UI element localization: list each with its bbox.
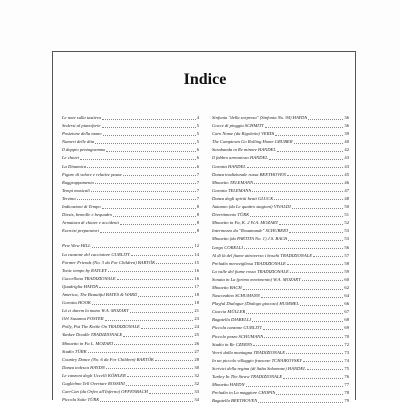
page-number: 40 — [344, 139, 349, 145]
dot-leader — [292, 208, 344, 209]
page-number: 75 — [344, 365, 349, 371]
entry-title: Scrivici della regina (di Saba Salomone) HANDEL — [212, 365, 306, 371]
entry-title: Piccolo pezzo SCHUMANN — [212, 333, 264, 339]
dot-leader — [156, 263, 193, 264]
entry-title: Preludio meravigliosa TRADIZIONALE — [212, 260, 286, 266]
index-entry — [62, 171, 199, 179]
index-entry — [62, 348, 199, 356]
index-entry — [212, 252, 349, 260]
entry-title: Tonic tempo by RATLEY — [62, 267, 107, 273]
page-number: 79 — [344, 398, 349, 404]
page-number: 50 — [344, 204, 349, 210]
index-entry — [212, 284, 349, 292]
entry-title: Ciaccia MÜLLER — [212, 309, 246, 315]
index-entry — [212, 154, 349, 162]
dot-leader — [106, 151, 195, 152]
index-entry — [62, 259, 199, 267]
page-number: 4 — [196, 115, 199, 120]
page-number: 43 — [344, 155, 349, 161]
dot-leader — [149, 393, 193, 394]
entry-title: Cuccellona TRADIZIONALE — [62, 275, 116, 281]
index-entry — [62, 138, 199, 146]
page-number: 27 — [194, 348, 199, 354]
entry-title: Pew Wew HILL — [62, 243, 91, 249]
dot-leader — [279, 224, 343, 225]
index-entry — [62, 340, 199, 348]
page-number: 62 — [344, 284, 349, 290]
dot-leader — [123, 175, 196, 176]
dot-leader — [95, 143, 196, 144]
dot-leader — [247, 167, 344, 168]
dot-leader — [123, 336, 193, 337]
index-entry — [212, 300, 349, 308]
page-number: 60 — [344, 276, 349, 282]
index-entry — [212, 122, 349, 130]
page-number: 70 — [344, 333, 349, 339]
dot-leader — [258, 402, 343, 403]
index-entry — [62, 356, 199, 364]
dot-leader — [106, 368, 194, 369]
index-entry — [62, 203, 199, 211]
index-entry — [212, 341, 349, 349]
entry-title: Country Dance (No. 6 da For Children) BARTÓK — [62, 356, 154, 362]
page-number: 18 — [194, 291, 199, 297]
index-entry — [62, 114, 199, 122]
index-entry — [62, 195, 199, 203]
index-entry — [62, 396, 199, 404]
page-number: 78 — [344, 390, 349, 396]
index-entry — [62, 372, 199, 380]
page-number: 7 — [196, 195, 199, 201]
dot-leader — [276, 394, 343, 395]
entry-title: Armatura di chiave e accidenti — [62, 220, 119, 226]
index-entry — [62, 187, 199, 195]
page-number: 52 — [344, 220, 349, 226]
entry-title: Autunno (da Le quattro stagioni) VIVALDI — [212, 204, 291, 210]
dot-leader — [155, 360, 193, 361]
index-entry — [212, 146, 349, 154]
page-number: 7 — [196, 171, 199, 177]
entry-title: Oh! Susanna FOSTER — [62, 316, 104, 322]
entry-title: Bagatella DIABELLI — [212, 317, 251, 323]
page-number: 48 — [344, 195, 349, 201]
section-gap — [62, 235, 199, 242]
index-entry — [212, 389, 349, 397]
index-entry — [62, 179, 199, 187]
dot-leader — [105, 320, 194, 321]
page-number: 43 — [344, 163, 349, 169]
index-entry — [62, 146, 199, 154]
index-entry — [62, 299, 199, 307]
entry-title: Esercizi preparatori — [62, 228, 100, 234]
index-frame — [52, 51, 356, 404]
entry-title: Tempi musicali — [62, 187, 90, 193]
index-entry — [212, 138, 349, 146]
entry-title: Sinfonia "della sorpresa" (Sinfonia No. 94) HAYDN — [212, 115, 308, 120]
index-entry — [62, 331, 199, 339]
index-entry — [212, 195, 349, 203]
index-entry — [62, 251, 199, 259]
page-number: 66 — [344, 301, 349, 307]
index-entry — [62, 122, 199, 130]
entry-title: Le chiavi — [62, 155, 79, 161]
index-entry — [212, 114, 349, 122]
entry-title: Divertimento TÜRK — [212, 212, 250, 218]
index-entry — [212, 244, 349, 252]
entry-title: Figure di valore e relative pause — [62, 171, 122, 177]
page-number: 39 — [344, 131, 349, 137]
index-entry — [212, 333, 349, 341]
dot-leader — [307, 369, 344, 370]
entry-title: America, The Beautiful BATES & WARD — [62, 291, 138, 297]
entry-title: Polly, Put The Kettle On TRADIZIONALE — [62, 324, 140, 330]
index-entry — [62, 307, 199, 315]
page-number: 16 — [194, 275, 199, 281]
dot-leader — [246, 313, 343, 314]
entry-title: Guglielmo Tell Overture ROSSINI — [62, 381, 125, 386]
page-number: 32 — [194, 381, 199, 386]
dot-leader — [277, 151, 344, 152]
page-number: 42 — [344, 147, 349, 153]
index-entry — [62, 380, 199, 388]
index-entry — [212, 203, 349, 211]
index-entry — [212, 268, 349, 276]
dot-leader — [287, 264, 344, 265]
dot-leader — [283, 378, 343, 379]
entry-title: Minuetto in Fa, K. 2 W.A. MOZART — [212, 220, 279, 226]
dot-leader — [126, 385, 194, 386]
dot-leader — [95, 183, 196, 184]
entry-title: Sedersi al pianoforte — [62, 123, 101, 129]
page-number: 21 — [194, 308, 199, 314]
index-entry — [212, 381, 349, 389]
page-number: 58 — [344, 260, 349, 266]
entry-title: Gavotta HANDEL — [212, 163, 246, 169]
index-entry — [212, 163, 349, 171]
entry-title: Numeri delle dita — [62, 139, 95, 145]
dot-leader — [102, 208, 196, 209]
index-entry — [212, 219, 349, 227]
dot-leader — [303, 361, 343, 362]
dot-leader — [100, 401, 193, 402]
entry-title: Minuetto HAYDN — [212, 382, 245, 388]
entry-title: Playful Dialogue (Dialogo giocoso) HUMMEL — [212, 301, 300, 307]
dot-leader — [288, 240, 343, 241]
index-entry — [212, 260, 349, 268]
entry-title: La valle del fiume rosso TRADIZIONALE — [212, 268, 289, 274]
dot-leader — [80, 159, 196, 160]
dot-leader — [261, 297, 344, 298]
index-entry — [212, 373, 349, 381]
page-number: 47 — [344, 187, 349, 193]
index-entry — [62, 291, 199, 299]
dot-leader — [131, 255, 193, 256]
entry-title: Le note sulla tastiera — [62, 115, 101, 120]
entry-title: Piccola Suite TÜRK — [62, 397, 100, 403]
dot-leader — [113, 216, 196, 217]
index-entry — [62, 315, 199, 323]
dot-leader — [103, 135, 196, 136]
page-number: 25 — [194, 332, 199, 338]
page-number: 45 — [344, 171, 349, 177]
index-entry — [62, 219, 199, 227]
index-entry — [212, 349, 349, 357]
page-number: 30 — [194, 364, 199, 370]
page-number: 23 — [194, 316, 199, 322]
dot-leader — [300, 305, 343, 306]
right-column — [212, 114, 349, 405]
page-number: 72 — [344, 341, 349, 347]
page-number: 33 — [194, 389, 199, 395]
entry-title: Al di là del fiume attraverso i boschi TRADIZIONALE — [212, 252, 313, 258]
page-number: 5 — [196, 139, 199, 145]
dot-leader — [290, 272, 344, 273]
dot-leader — [127, 376, 194, 377]
index-entry — [212, 276, 349, 284]
page-number: 8 — [196, 220, 199, 226]
index-entry — [212, 357, 349, 365]
dot-leader — [92, 304, 193, 305]
dot-leader — [120, 224, 196, 225]
entry-title: Sarabanda in Re minore HANDEL — [212, 147, 276, 153]
index-entry — [62, 154, 199, 162]
page-number: 51 — [344, 212, 349, 218]
entry-title: Caro Nome (da Rigoletto) VERDI — [212, 131, 275, 137]
page-number: 46 — [344, 179, 349, 185]
entry-title: Studio TÜRK — [62, 348, 87, 354]
page-number: 77 — [344, 382, 349, 388]
index-entry — [212, 187, 349, 195]
index-entry — [62, 130, 199, 138]
page-number: 32 — [194, 372, 199, 378]
entry-title: Preludio in La maggiore CHOPIN — [212, 390, 276, 396]
index-entry — [212, 308, 349, 316]
page-number: 34 — [194, 397, 199, 403]
dot-leader — [108, 271, 193, 272]
page-number: 15 — [194, 259, 199, 265]
page-number: 76 — [344, 374, 349, 379]
page-number: 36 — [344, 123, 349, 129]
index-entry — [212, 292, 349, 300]
entry-title: Raggruppamento — [62, 179, 94, 185]
dot-leader — [246, 386, 344, 387]
page-number: 68 — [344, 317, 349, 323]
dot-leader — [117, 279, 194, 280]
entry-title: Gavotta TELEMANN — [212, 187, 252, 193]
entry-title: Quadriglia HAYDN — [62, 283, 99, 289]
dot-leader — [294, 143, 344, 144]
dot-leader — [141, 328, 194, 329]
entry-title: The Camptown Go Rolling Home GRUBER — [212, 139, 293, 145]
page-number: 56 — [344, 244, 349, 250]
dot-leader — [253, 345, 343, 346]
index-entry — [62, 323, 199, 331]
entry-title: Indicazioni di Tempo — [62, 204, 101, 210]
dot-leader — [265, 127, 343, 128]
dot-leader — [102, 119, 196, 120]
index-entry — [212, 211, 349, 219]
dot-leader — [77, 199, 196, 200]
entry-title: In un piccolo villaggio francese TCHAIKOVSKY — [212, 357, 302, 363]
index-entry — [62, 211, 199, 219]
page-number: 53 — [344, 228, 349, 234]
index-entry — [62, 388, 199, 396]
dot-leader — [92, 247, 194, 248]
page-number: 7 — [196, 179, 199, 185]
entry-title: Former Friends (No. 3 da For Children) BARTÓK — [62, 259, 156, 265]
index-entry — [62, 267, 199, 275]
index-entry — [212, 171, 349, 179]
index-entry — [62, 275, 199, 283]
entry-title: Minuetto TELEMANN — [212, 179, 254, 185]
entry-title: Danza degli spiriti beati GLUCK — [212, 195, 274, 201]
dot-leader — [130, 312, 194, 313]
dot-leader — [91, 191, 196, 192]
page-number: 28 — [194, 356, 199, 362]
dot-leader — [274, 199, 343, 200]
page-number: 36 — [344, 115, 349, 120]
page-number: 59 — [344, 268, 349, 274]
page-number: 16 — [194, 267, 199, 273]
entry-title: Largo CORELLI — [212, 244, 243, 250]
entry-title: Verrò dalla montagna TRADIZIONALE — [212, 349, 286, 355]
dot-leader — [264, 337, 343, 338]
entry-title: Diesis, bemolle e bequadro — [62, 212, 113, 218]
dot-leader — [302, 280, 344, 281]
dot-leader — [263, 329, 343, 330]
page-number: 12 — [194, 243, 199, 249]
entry-title: Intermezzo da "Rosamunde" SCHUBERT — [212, 228, 289, 234]
dot-leader — [138, 296, 193, 297]
entry-title: Posizione della mano — [62, 131, 102, 137]
index-entry — [62, 227, 199, 235]
page-number: 6 — [196, 155, 199, 161]
page-title: Indice — [183, 71, 227, 88]
entry-title: Terzina — [62, 195, 76, 201]
left-column — [62, 114, 199, 404]
dot-leader — [287, 175, 344, 176]
entry-title: Le canzoni degli Uccelli KÖHLER — [62, 372, 126, 378]
page-number: 6 — [196, 147, 199, 153]
page-number: 7 — [196, 187, 199, 193]
entry-title: Danza tedesca HAYDN — [62, 364, 105, 370]
index-entry — [212, 179, 349, 187]
page-number: 67 — [344, 309, 349, 315]
page-number: 69 — [344, 325, 349, 331]
index-entry — [62, 283, 199, 291]
dot-leader — [313, 256, 343, 257]
entry-title: Yankee Doodle TRADIZIONALE — [62, 332, 123, 338]
page-number: 57 — [344, 252, 349, 258]
entry-title: Sonata in La (primo movimento) W.A. MOZART — [212, 276, 301, 282]
dot-leader — [243, 289, 344, 290]
entry-title: Gavotta HOOK — [62, 300, 91, 306]
entry-title: Can-Can (da Orfeo all'Inferno) OFFENBACH — [62, 389, 148, 395]
page-number: 5 — [196, 123, 199, 129]
entry-title: Studio in Re CZERNY — [212, 341, 253, 347]
page-number: 53 — [344, 236, 349, 242]
dot-leader — [289, 232, 343, 233]
dot-leader — [114, 344, 193, 345]
dot-leader — [100, 232, 196, 233]
page-number: 6 — [196, 163, 199, 169]
entry-title: Gocce di pioggia SCHMITT — [212, 123, 264, 129]
dot-leader — [99, 287, 193, 288]
page-number: 5 — [196, 131, 199, 137]
dot-leader — [269, 159, 344, 160]
entry-title: Nascondino SCHUMANN — [212, 293, 260, 299]
dot-leader — [88, 352, 194, 353]
dot-leader — [87, 167, 196, 168]
index-entry — [212, 397, 349, 405]
entry-title: La Dinamica — [62, 163, 87, 169]
index-entry — [62, 163, 199, 171]
entry-title: Danza tradizionale russa BEETHOVEN — [212, 171, 286, 177]
page-number: 73 — [344, 349, 349, 355]
entry-title: Il fabbro armonioso HANDEL — [212, 155, 268, 161]
dot-leader — [308, 119, 343, 120]
page-number: 24 — [194, 324, 199, 330]
index-entry — [212, 365, 349, 373]
page-number: 64 — [344, 293, 349, 299]
page-number: 18 — [194, 300, 199, 306]
entry-title: Piccola canzone GURLITT — [212, 325, 263, 331]
entry-title: Minuetto BACH — [212, 284, 242, 290]
page-number: 8 — [196, 228, 199, 234]
index-entry — [212, 227, 349, 235]
page-number: 26 — [194, 340, 199, 346]
entry-title: Minuetto in Fa L. MOZART — [62, 340, 114, 346]
entry-title: Minuetto (da PARTITA No. 1) J.S. BACH — [212, 236, 288, 242]
entry-title: Lá ci darem la mano W.A. MOZART — [62, 308, 129, 314]
index-entry — [62, 242, 199, 250]
page-number: 8 — [196, 204, 199, 210]
dot-leader — [102, 127, 196, 128]
dot-leader — [275, 135, 343, 136]
index-entry — [212, 324, 349, 332]
index-entry — [212, 130, 349, 138]
dot-leader — [252, 191, 343, 192]
entry-title: Il doppio pentagramma — [62, 147, 106, 153]
dot-leader — [244, 248, 344, 249]
index-entry — [62, 364, 199, 372]
dot-leader — [250, 216, 343, 217]
page-number: 74 — [344, 357, 349, 363]
dot-leader — [252, 321, 343, 322]
dot-leader — [254, 183, 343, 184]
entry-title: La canzone del cacciatore GURLITT — [62, 251, 130, 257]
entry-title: Turkey In The Straw TRADIZIONALE — [212, 374, 283, 379]
page-number: 14 — [194, 251, 199, 257]
dot-leader — [286, 353, 343, 354]
page-number: 17 — [194, 283, 199, 289]
entry-title: Bagatella BEETHOVEN — [212, 398, 258, 404]
index-entry — [212, 235, 349, 243]
index-entry — [212, 316, 349, 324]
page-number: 8 — [196, 212, 199, 218]
